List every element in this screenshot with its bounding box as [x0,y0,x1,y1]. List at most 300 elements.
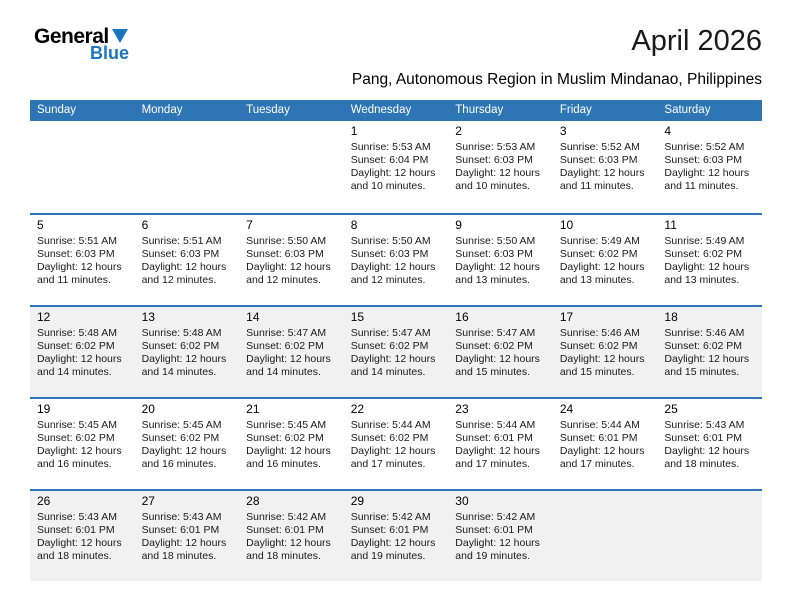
sunrise-text-label: Sunrise: [559,326,599,339]
sunrise-text-value: 5:47 AM [392,326,431,339]
sunrise-text-label: Sunrise: [455,234,494,247]
daylight-hours-text [142,261,237,274]
week-row-5 [30,489,762,581]
daylight-hours-text [560,167,655,180]
weekday-header-friday: Friday [559,103,592,116]
daylight-hours-text [37,537,132,550]
day-number: 19 [37,401,51,416]
sunrise-text-label: Sunrise: [664,418,703,431]
day-cell-20 [135,399,240,489]
sunset-text-value: 6:02 PM [389,431,429,444]
daylight-hours-text-label: Daylight: [664,352,706,365]
day-number: 17 [559,309,574,324]
daylight-hours-text-label: Daylight: [350,352,392,365]
daylight-hours-text-value: 12 hours [603,352,645,365]
week-row-2 [30,213,762,305]
day-number: 13 [141,309,155,324]
daylight-minutes-text: and 13 minutes. [559,273,635,286]
daylight-hours-text [560,353,655,366]
sunset-text [664,340,759,353]
sunset-text [560,432,655,445]
sunrise-text [560,419,655,432]
sunrise-text-label: Sunrise: [559,418,599,431]
day-cell-29 [344,491,449,581]
daylight-hours-text-value: 12 hours [185,536,227,549]
empty-cell [553,491,658,581]
daylight-minutes-text: and 11 minutes. [559,179,634,192]
empty-cell [657,491,762,581]
sunset-text [142,432,237,445]
daylight-hours-text-label: Daylight: [246,444,287,457]
sunrise-text-value: 5:47 AM [496,326,536,339]
sunset-text [664,248,759,261]
sunrise-text-label: Sunrise: [455,418,494,431]
day-cell-4 [657,121,762,213]
sunrise-text [246,511,341,524]
sunrise-text-label: Sunrise: [141,326,181,339]
daylight-hours-text [455,537,550,550]
daylight-hours-text-label: Daylight: [350,166,392,179]
day-number: 28 [246,493,260,508]
sunset-text [351,154,446,167]
sunrise-text-label: Sunrise: [246,418,285,431]
sunrise-text [560,141,655,154]
daylight-hours-text-value: 12 hours [289,352,331,365]
sunrise-text-value: 5:45 AM [183,418,222,431]
daylight-hours-text [664,445,759,458]
daylight-hours-text [351,353,446,366]
daylight-hours-text-label: Daylight: [246,536,287,549]
sunset-text-value: 6:02 PM [598,339,638,352]
sunset-text-value: 6:02 PM [180,339,220,352]
sunrise-text-label: Sunrise: [141,510,181,523]
daylight-hours-text [37,445,132,458]
daylight-hours-text [664,167,759,180]
sunset-text [560,154,655,167]
page-title: April 2026 [631,25,762,57]
daylight-minutes-text: and 13 minutes. [664,273,740,286]
sunrise-text-value: 5:43 AM [183,510,222,523]
day-number: 10 [559,217,574,232]
daylight-hours-text [351,167,446,180]
daylight-minutes-text: and 14 minutes. [246,365,321,378]
sunrise-text-value: 5:51 AM [183,234,222,247]
sunset-text-value: 6:03 PM [493,247,533,260]
page-header [0,0,792,89]
daylight-hours-text-label: Daylight: [37,536,78,549]
daylight-hours-text-label: Daylight: [350,536,392,549]
daylight-hours-text-value: 12 hours [80,352,122,365]
daylight-hours-text [142,537,237,550]
sunset-text-value: 6:03 PM [702,153,743,166]
daylight-minutes-text: and 17 minutes. [559,457,635,470]
daylight-hours-text-value: 12 hours [499,444,540,457]
weekday-header-thursday: Thursday [455,103,504,116]
daylight-minutes-text: and 15 minutes. [559,365,635,378]
daylight-hours-text-value: 12 hours [80,536,122,549]
sunset-text [455,432,550,445]
sunrise-text [664,141,759,154]
daylight-hours-text-value: 12 hours [289,536,331,549]
sunrise-text-label: Sunrise: [664,140,703,153]
day-cell-19 [30,399,135,489]
sunset-text-label: Sunset: [246,431,282,444]
sunrise-text-label: Sunrise: [455,140,494,153]
day-cell-25 [657,399,762,489]
sunset-text-value: 6:02 PM [389,339,429,352]
day-number: 24 [559,401,574,416]
sunset-text [351,432,446,445]
sunset-text-value: 6:02 PM [180,431,220,444]
weekday-header-tuesday: Tuesday [246,103,290,116]
daylight-hours-text-value: 12 hours [708,260,750,273]
day-number: 26 [37,493,51,508]
daylight-hours-text-value: 12 hours [394,536,436,549]
daylight-minutes-text: and 19 minutes. [455,549,530,562]
day-number: 23 [455,401,469,416]
daylight-hours-text [246,261,341,274]
sunset-text-value: 6:01 PM [702,431,743,444]
day-number: 5 [37,217,44,232]
daylight-hours-text [142,445,237,458]
sunset-text-label: Sunset: [141,523,178,536]
daylight-minutes-text: and 14 minutes. [350,365,426,378]
sunset-text-value: 6:01 PM [180,523,220,536]
day-number: 3 [559,123,567,138]
day-number: 2 [455,123,462,138]
sunset-text [455,248,550,261]
day-cell-8 [344,215,449,305]
sunset-text [455,154,550,167]
sunrise-text-label: Sunrise: [350,140,390,153]
day-cell-21 [239,399,344,489]
sunrise-text-value: 5:50 AM [392,234,431,247]
daylight-minutes-text: and 15 minutes. [664,365,740,378]
day-cell-22 [344,399,449,489]
day-number: 27 [141,493,155,508]
sunrise-text-value: 5:48 AM [183,326,222,339]
sunset-text-label: Sunset: [455,339,491,352]
empty-cell [30,121,135,213]
sunrise-text-value: 5:51 AM [78,234,117,247]
sunrise-text [351,327,446,340]
daylight-hours-text-label: Daylight: [141,352,183,365]
sunrise-text [142,511,237,524]
daylight-hours-text-label: Daylight: [664,260,706,273]
sunset-text-label: Sunset: [559,339,596,352]
sunrise-text [246,419,341,432]
sunset-text-value: 6:01 PM [284,523,324,536]
sunrise-text-value: 5:42 AM [392,510,431,523]
day-cell-17 [553,307,658,397]
daylight-hours-text-label: Daylight: [37,260,78,273]
day-number: 9 [455,217,462,232]
daylight-hours-text [455,445,550,458]
sunset-text-label: Sunset: [246,523,282,536]
day-cell-28 [239,491,344,581]
daylight-minutes-text: and 10 minutes. [350,179,426,192]
daylight-hours-text [37,353,132,366]
daylight-minutes-text: and 16 minutes. [246,457,321,470]
day-number: 11 [664,217,677,232]
sunrise-text-label: Sunrise: [141,234,181,247]
daylight-hours-text-label: Daylight: [455,166,497,179]
day-cell-27 [135,491,240,581]
sunset-text-label: Sunset: [141,431,178,444]
daylight-hours-text-value: 12 hours [708,166,750,179]
sunset-text-label: Sunset: [664,339,701,352]
daylight-hours-text-label: Daylight: [664,166,706,179]
sunset-text-label: Sunset: [559,431,596,444]
daylight-hours-text-value: 12 hours [603,166,645,179]
sunrise-text [246,235,341,248]
daylight-hours-text-value: 12 hours [185,352,227,365]
sunset-text-label: Sunset: [455,247,491,260]
sunrise-text-value: 5:44 AM [496,418,536,431]
sunset-text [246,248,341,261]
sunrise-text-label: Sunrise: [37,326,76,339]
daylight-hours-text-label: Daylight: [141,536,183,549]
daylight-hours-text [664,261,759,274]
sunrise-text-value: 5:44 AM [392,418,431,431]
daylight-hours-text-value: 12 hours [394,166,436,179]
daylight-hours-text-value: 12 hours [499,536,540,549]
sunrise-text-value: 5:44 AM [601,418,640,431]
sunset-text-value: 6:03 PM [75,247,115,260]
sunset-text-label: Sunset: [37,431,73,444]
sunset-text-value: 6:03 PM [180,247,220,260]
sunrise-text [37,419,132,432]
daylight-hours-text-value: 12 hours [185,260,227,273]
logo [34,26,129,62]
empty-cell [135,121,240,213]
daylight-hours-text-label: Daylight: [559,352,601,365]
daylight-hours-text-label: Daylight: [455,444,497,457]
sunset-text-label: Sunset: [246,339,282,352]
sunset-text [37,340,132,353]
week-row-3 [30,305,762,397]
sunrise-text [560,235,655,248]
day-cell-15 [344,307,449,397]
daylight-hours-text-label: Daylight: [37,444,78,457]
daylight-minutes-text: and 12 minutes. [246,273,321,286]
day-number: 16 [455,309,469,324]
sunrise-text-value: 5:45 AM [78,418,117,431]
daylight-minutes-text: and 12 minutes. [350,273,426,286]
sunset-text [664,432,759,445]
daylight-hours-text [455,353,550,366]
sunset-text [37,524,132,537]
daylight-hours-text-label: Daylight: [350,444,392,457]
sunset-text-label: Sunset: [559,247,596,260]
sunset-text [246,524,341,537]
sunrise-text [142,419,237,432]
daylight-minutes-text: and 18 minutes. [37,549,112,562]
sunset-text [142,524,237,537]
daylight-hours-text [455,261,550,274]
sunrise-text-value: 5:49 AM [601,234,640,247]
daylight-hours-text [246,445,341,458]
daylight-hours-text-value: 12 hours [185,444,227,457]
sunset-text-value: 6:01 PM [598,431,638,444]
sunset-text [246,340,341,353]
sunrise-text [664,419,759,432]
sunrise-text [351,419,446,432]
daylight-hours-text-label: Daylight: [141,260,183,273]
daylight-hours-text-label: Daylight: [664,444,706,457]
daylight-minutes-text: and 14 minutes. [37,365,112,378]
daylight-hours-text-label: Daylight: [455,536,497,549]
sunrise-text-label: Sunrise: [141,418,181,431]
sunrise-text [664,327,759,340]
sunset-text-value: 6:02 PM [702,339,743,352]
daylight-hours-text-value: 12 hours [499,352,540,365]
day-cell-11 [657,215,762,305]
daylight-hours-text-label: Daylight: [559,166,601,179]
daylight-hours-text-value: 12 hours [394,260,436,273]
day-number: 20 [141,401,155,416]
sunrise-text [37,511,132,524]
day-number: 7 [246,217,253,232]
daylight-minutes-text: and 13 minutes. [455,273,530,286]
daylight-hours-text-label: Daylight: [37,352,78,365]
daylight-hours-text-value: 12 hours [708,444,750,457]
daylight-hours-text-label: Daylight: [246,260,287,273]
sunset-text [560,248,655,261]
sunset-text [455,524,550,537]
sunrise-text [142,327,237,340]
sunrise-text-value: 5:52 AM [705,140,745,153]
sunset-text-label: Sunset: [37,247,73,260]
sunset-text [246,432,341,445]
sunrise-text-label: Sunrise: [350,326,390,339]
titles [352,26,762,89]
sunset-text-label: Sunset: [664,153,701,166]
weekday-header-saturday: Saturday [664,103,711,116]
day-cell-2 [448,121,553,213]
day-cell-18 [657,307,762,397]
day-cell-26 [30,491,135,581]
daylight-hours-text [560,261,655,274]
sunset-text [455,340,550,353]
sunset-text-label: Sunset: [350,339,387,352]
daylight-hours-text [351,537,446,550]
daylight-hours-text-label: Daylight: [246,352,287,365]
day-number: 18 [664,309,678,324]
sunset-text-value: 6:04 PM [389,153,429,166]
sunrise-text-value: 5:50 AM [496,234,536,247]
day-cell-13 [135,307,240,397]
daylight-hours-text-value: 12 hours [603,260,645,273]
logo-blue-text: Blue [90,43,130,63]
sunset-text-value: 6:02 PM [702,247,743,260]
daylight-minutes-text: and 14 minutes. [141,365,217,378]
day-cell-3 [553,121,658,213]
daylight-hours-text [246,537,341,550]
daylight-minutes-text: and 12 minutes. [141,273,217,286]
day-cell-1 [344,121,449,213]
daylight-minutes-text: and 16 minutes. [141,457,217,470]
day-number: 29 [350,493,365,508]
sunrise-text-label: Sunrise: [246,234,285,247]
sunrise-text-label: Sunrise: [664,234,703,247]
daylight-minutes-text: and 11 minutes. [664,179,739,192]
daylight-minutes-text: and 16 minutes. [37,457,112,470]
daylight-hours-text [351,261,446,274]
sunset-text-value: 6:02 PM [75,431,115,444]
sunrise-text-value: 5:46 AM [705,326,745,339]
sunrise-text-value: 5:43 AM [78,510,117,523]
sunset-text-label: Sunset: [37,523,73,536]
sunrise-text-label: Sunrise: [246,510,285,523]
daylight-hours-text [351,445,446,458]
weekday-header-wednesday: Wednesday [350,103,412,116]
daylight-hours-text-label: Daylight: [141,444,183,457]
sunrise-text-value: 5:52 AM [601,140,640,153]
day-number: 4 [664,123,672,138]
sunrise-text-value: 5:53 AM [392,140,431,153]
sunrise-text [455,327,550,340]
sunset-text-value: 6:02 PM [598,247,638,260]
sunset-text-label: Sunset: [141,247,178,260]
sunrise-text-label: Sunrise: [37,234,76,247]
daylight-hours-text-value: 12 hours [289,444,331,457]
sunrise-text [560,327,655,340]
day-cell-6 [135,215,240,305]
sunrise-text-value: 5:47 AM [287,326,327,339]
daylight-hours-text-value: 12 hours [499,166,540,179]
sunset-text-value: 6:01 PM [75,523,115,536]
day-cell-12 [30,307,135,397]
daylight-minutes-text: and 18 minutes. [664,457,740,470]
sunrise-text-value: 5:49 AM [705,234,745,247]
day-number: 30 [455,493,469,508]
sunrise-text-label: Sunrise: [455,510,494,523]
calendar [30,100,762,581]
empty-cell [239,121,344,213]
sunset-text-label: Sunset: [37,339,73,352]
sunset-text [351,524,446,537]
sunset-text-label: Sunset: [664,431,701,444]
daylight-minutes-text: and 19 minutes. [350,549,426,562]
daylight-hours-text-label: Daylight: [455,260,497,273]
sunset-text-label: Sunset: [559,153,596,166]
sunrise-text-value: 5:46 AM [601,326,640,339]
sunset-text-value: 6:03 PM [284,247,324,260]
sunset-text-value: 6:01 PM [493,523,533,536]
sunset-text-value: 6:02 PM [284,431,324,444]
sunrise-text-label: Sunrise: [664,326,703,339]
sunset-text-label: Sunset: [455,153,491,166]
week-row-4 [30,397,762,489]
sunrise-text-value: 5:53 AM [496,140,536,153]
day-number: 22 [350,401,365,416]
daylight-hours-text-value: 12 hours [603,444,645,457]
sunset-text [142,248,237,261]
sunset-text-label: Sunset: [246,247,282,260]
day-number: 21 [246,401,260,416]
sunset-text-label: Sunset: [350,523,387,536]
sunset-text-value: 6:03 PM [598,153,638,166]
day-cell-9 [448,215,553,305]
daylight-hours-text-label: Daylight: [350,260,392,273]
day-cell-23 [448,399,553,489]
day-cell-10 [553,215,658,305]
sunrise-text [351,511,446,524]
daylight-hours-text-value: 12 hours [289,260,331,273]
sunset-text-value: 6:03 PM [389,247,429,260]
sunrise-text-label: Sunrise: [350,234,390,247]
